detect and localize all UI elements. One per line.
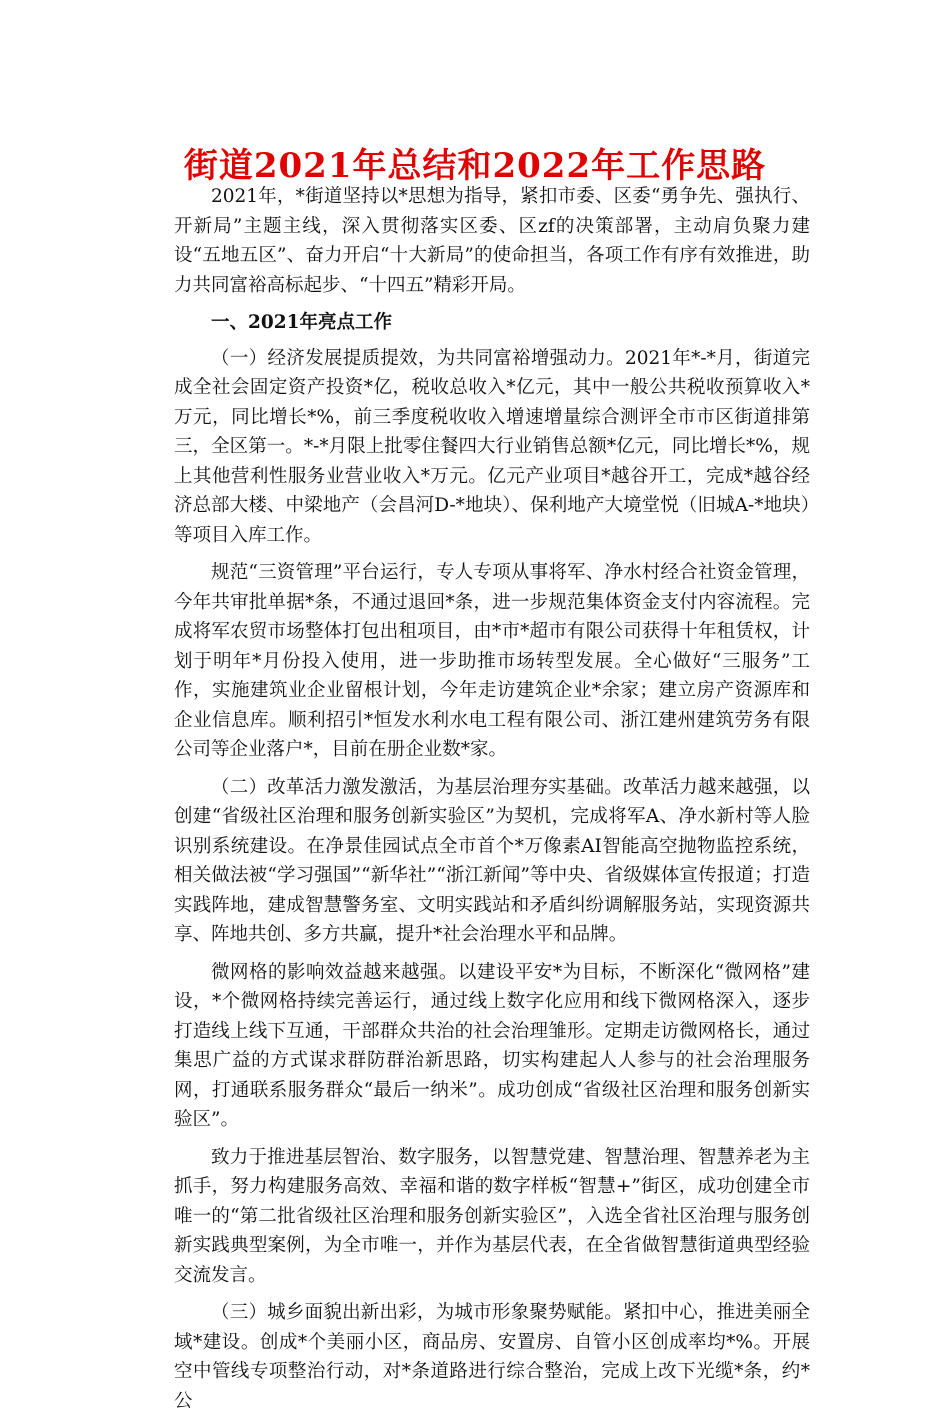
- body-paragraph: （三）城乡面貌出新出彩，为城市形象聚势赋能。紧扣中心，推进美丽全域*建设。创成*个美丽小区，商品房、安置房、自管小区创成率均*%。开展空中管线专项整治行动，对*条道路进行综合整治，完成上改下光缆*条，约*公: [174, 1302, 810, 1412]
- section-heading: 一、2021年亮点工作: [211, 312, 392, 333]
- body-paragraph: 致力于推进基层智治、数字服务，以智慧党建、智慧治理、智慧养老为主抓手，努力构建服务高效、幸福和谐的数字样板“智慧+”街区，成功创建全市唯一的“第二批省级社区治理和服务创新实验区”，入选全省社区治理与服务创新实践典型案例，为全市唯一，并作为基层代表，在全省做智慧街道典型经验交流发言。: [174, 1146, 810, 1286]
- body-paragraph: 规范“三资管理”平台运行，专人专项从事将军、净水村经合社资金管理，今年共审批单据*条，不通过退回*条，进一步规范集体资金支付内容流程。完成将军农贸市场整体打包出租项目，由*市*超市有限公司获得十年租赁权，计划于明年*月份投入使用，进一步助推市场转型发展。全心做好“三服务”工作，实施建筑业企业留根计划，今年走访建筑企业*余家；建立房产资源库和企业信息库。顺利招引*恒发水利水电工程有限公司、浙江建州建筑劳务有限公司等企业落户*，目前在册企业数*家。: [174, 562, 810, 760]
- body-paragraph: （一）经济发展提质提效，为共同富裕增强动力。2021年*-*月，街道完成全社会固定资产投资*亿，税收总收入*亿元，其中一般公共税收预算收入*万元，同比增长*%，前三季度税收收入增速增量综合测评全市市区街道排第三，全区第一。*-*月限上批零住餐四大行业销售总额*亿元，同比增长*%，规上其他营利性服务业营业收入*万元。亿元产业项目*越谷开工，完成*越谷经济总部大楼、中梁地产（会昌河D-*地块）、保利地产大境堂悦（旧城A-*地块）等项目入库工作。: [174, 347, 810, 546]
- intro-paragraph: 2021年，*街道坚持以*思想为指导，紧扣市委、区委“勇争先、强执行、开新局”主题主线，深入贯彻落实区委、区zf的决策部署，主动肩负聚力建设“五地五区”、奋力开启“十大新局”的使命担当，各项工作有序有效推进，助力共同富裕高标起步、“十四五”精彩开局。: [174, 186, 810, 296]
- body-paragraph: 微网格的影响效益越来越强。以建设平安*为目标，不断深化“微网格”建设，*个微网格持续完善运行，通过线上数字化应用和线下微网格深入，逐步打造线上线下互通，干部群众共治的社会治理雏形。定期走访微网格长，通过集思广益的方式谋求群防群治新思路，切实构建起人人参与的社会治理服务网，打通联系服务群众“最后一纳米”。成功创成“省级社区治理和服务创新实验区”。: [174, 961, 810, 1130]
- document-body: [174, 182, 810, 1424]
- body-paragraph: （二）改革活力激发激活，为基层治理夯实基础。改革活力越来越强，以创建“省级社区治理和服务创新实验区”为契机，完成将军A、净水新村等人脸识别系统建设。在净景佳园试点全市首个*万像素AI智能高空抛物监控系统，相关做法被“学习强国”“新华社”“浙江新闻”等中央、省级媒体宣传报道；打造实践阵地，建成智慧警务室、文明实践站和矛盾纠纷调解服务站，实现资源共享、阵地共创、多方共赢，提升*社会治理水平和品牌。: [174, 776, 810, 945]
- document-title: 街道2021年总结和2022年工作思路: [183, 146, 767, 186]
